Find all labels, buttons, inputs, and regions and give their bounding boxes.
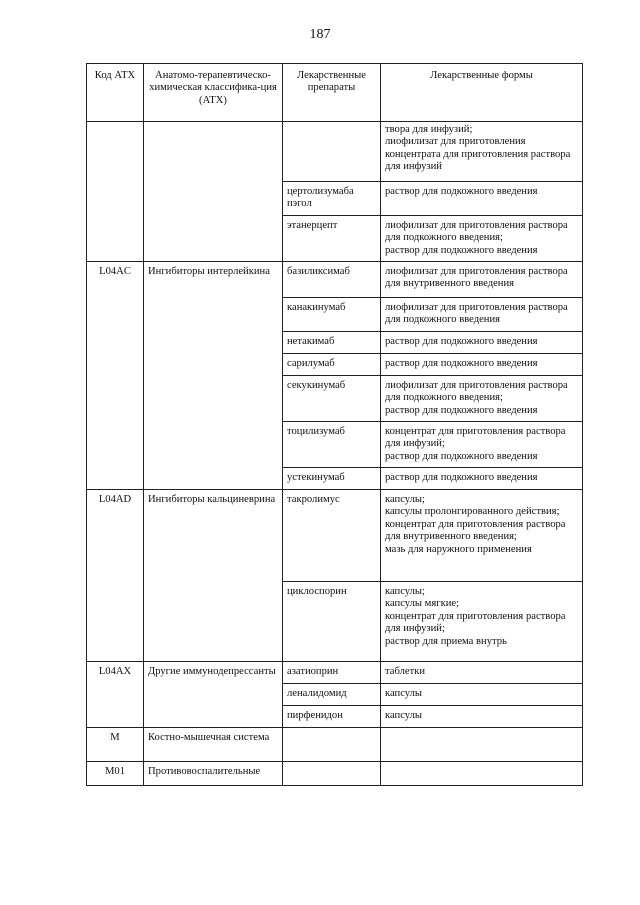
drug-cell: нетакимаб [283, 332, 381, 354]
drug-cell: такролимус [283, 490, 381, 582]
drug-cell: секукинумаб [283, 376, 381, 422]
forms-cell [381, 762, 583, 786]
code-cell [87, 122, 144, 262]
drug-cell: устекинумаб [283, 468, 381, 490]
form-line: концентрат для приготовления раствора для инфузий; [385, 426, 566, 450]
forms-cell [381, 582, 583, 662]
forms-cell: раствор для подкожного введения [381, 354, 583, 376]
forms-cell [381, 422, 583, 468]
code-cell: L04AX [87, 662, 144, 728]
drug-cell [283, 728, 381, 762]
forms-cell [381, 490, 583, 582]
form-line: капсулы мягкие; [385, 598, 460, 610]
forms-cell: раствор для подкожного введения [381, 182, 583, 216]
form-line: капсулы; [385, 586, 425, 597]
classification-cell: Ингибиторы интерлейкина [144, 262, 283, 490]
classification-cell: Другие иммунодепрессанты [144, 662, 283, 728]
code-cell: M [87, 728, 144, 762]
header-drugs: Лекарственные препараты [283, 64, 381, 122]
drug-cell: базиликсимаб [283, 262, 381, 298]
code-cell: L04AC [87, 262, 144, 490]
drug-cell: этанерцепт [283, 216, 381, 262]
drug-cell: азатиоприн [283, 662, 381, 684]
forms-cell: таблетки [381, 662, 583, 684]
forms-cell: лиофилизат для приготовления раствора для подкожного введения [381, 298, 583, 332]
forms-cell [381, 728, 583, 762]
table-row [87, 662, 583, 684]
header-code: Код АТХ [87, 64, 144, 122]
drug-cell: леналидомид [283, 684, 381, 706]
code-cell: M01 [87, 762, 144, 786]
table-row [87, 122, 583, 182]
form-line: раствор для приема внутрь [385, 635, 507, 647]
forms-cell [381, 376, 583, 422]
drug-cell: тоцилизумаб [283, 422, 381, 468]
form-line: капсулы; [385, 494, 425, 505]
atc-drug-table [86, 63, 583, 786]
classification-cell: Противовоспалительные [144, 762, 283, 786]
form-line: капсулы пролонгированного действия; [385, 506, 560, 518]
header-classification: Анатомо-терапевтическо-химическая классифика-ция (АТХ) [144, 64, 283, 122]
drug-cell [283, 122, 381, 182]
drug-cell: цертолизумаба пэгол [283, 182, 381, 216]
header-forms: Лекарственные формы [381, 64, 583, 122]
form-line: лиофилизат для приготовления раствора для подкожного введения; [385, 380, 568, 404]
drug-cell: циклоспорин [283, 582, 381, 662]
form-line: концентрат для приготовления раствора для внутривенного введения; [385, 518, 566, 543]
drug-cell: канакинумаб [283, 298, 381, 332]
form-line: раствор для подкожного введения [385, 404, 538, 416]
forms-cell: капсулы [381, 706, 583, 728]
drug-cell [283, 762, 381, 786]
table-row [87, 262, 583, 298]
forms-cell: раствор для подкожного введения [381, 332, 583, 354]
table-row [87, 490, 583, 582]
forms-cell: капсулы [381, 684, 583, 706]
table-row [87, 728, 583, 762]
forms-cell [381, 216, 583, 262]
classification-cell [144, 122, 283, 262]
form-line: мазь для наружного применения [385, 543, 532, 555]
drug-cell: сарилумаб [283, 354, 381, 376]
table-row [87, 762, 583, 786]
form-line: лиофилизат для приготовления раствора для подкожного введения; [385, 220, 568, 244]
form-line: концентрат для приготовления раствора для инфузий; [385, 610, 566, 635]
forms-cell [381, 122, 583, 182]
drug-cell: пирфенидон [283, 706, 381, 728]
forms-cell: лиофилизат для приготовления раствора для внутривенного введения [381, 262, 583, 298]
table-header-row [87, 64, 583, 122]
forms-cell: раствор для подкожного введения [381, 468, 583, 490]
classification-cell: Костно-мышечная система [144, 728, 283, 762]
form-line: раствор для подкожного введения [385, 244, 538, 256]
code-cell: L04AD [87, 490, 144, 662]
form-line: твора для инфузий; [385, 124, 473, 135]
page-number: 187 [309, 27, 331, 42]
form-line: лиофилизат для приготовления концентрата для приготовления раствора для инфузий [385, 136, 571, 173]
form-line: раствор для подкожного введения [385, 450, 538, 462]
classification-cell: Ингибиторы кальциневрина [144, 490, 283, 662]
